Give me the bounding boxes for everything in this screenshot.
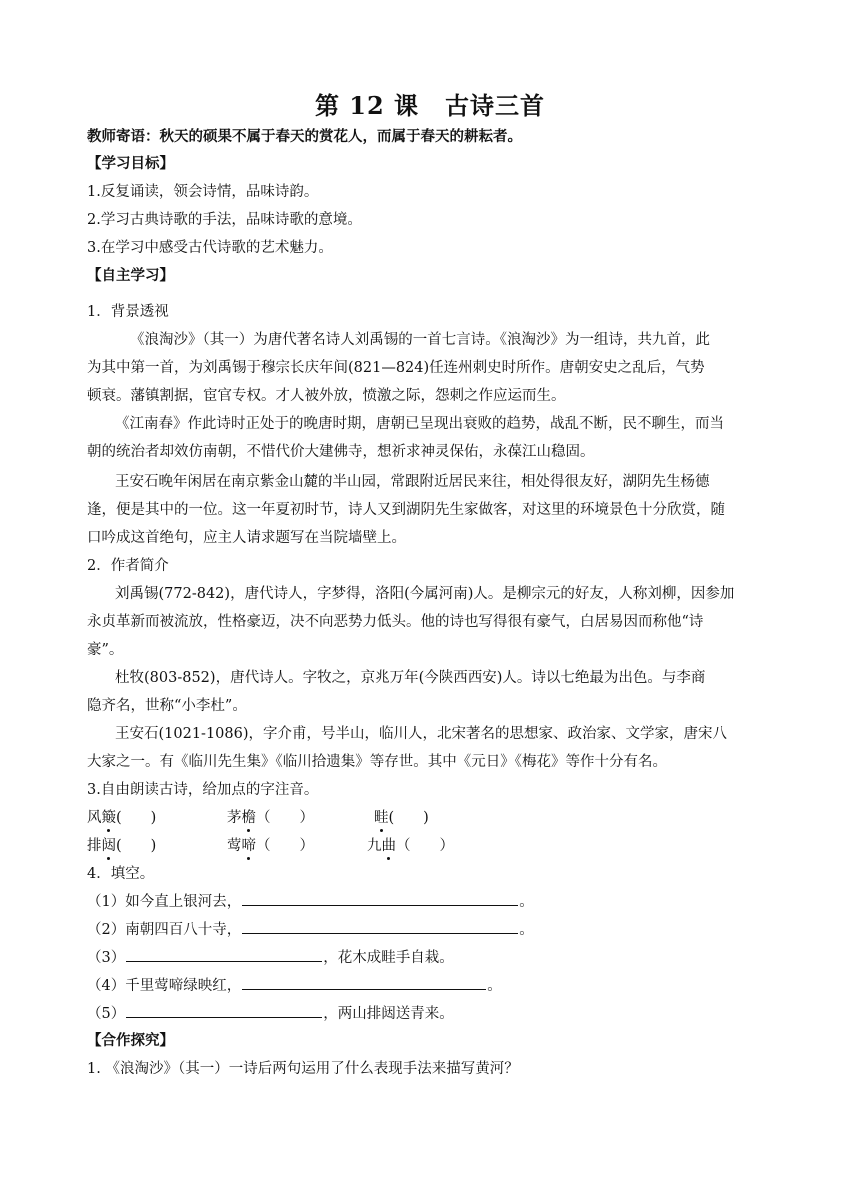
background-paragraph-line: 《江南春》作此诗时正处于的晚唐时期，唐朝已呈现出衰败的趋势，战乱不断，民不聊生，而当 (115, 416, 724, 432)
cooperation-question: 1. 《浪淘沙》（其一）一诗后两句运用了什么表现手法来描写黄河？ (87, 1061, 519, 1077)
background-label: 1．背景透视 (87, 304, 169, 320)
teacher-motto: 教师寄语：秋天的硕果不属于春天的赏花人，而属于春天的耕耘者。 (87, 128, 522, 145)
background-paragraph-line: 口吟成这首绝句，应主人请求题写在当院墙壁上。 (87, 530, 406, 546)
fill-item: （4）千里莺啼绿映红， 。 (87, 974, 502, 995)
background-paragraph-line: 逢，便是其中的一位。这一年夏初时节，诗人又到湖阴先生家做客，对这里的环境景色十分欣赏，随 (87, 502, 725, 518)
author-paragraph-line: 大家之一。有《临川先生集》《临川拾遗集》等存世。其中《元日》《梅花》等作十分有名。 (87, 754, 667, 770)
pinyin-item (374, 806, 429, 827)
fill-item: （5） ，两山排闼送青来。 (87, 1002, 454, 1023)
background-paragraph-line: 为其中第一首，为刘禹锡于穆宗长庆年间(821—824)任连州刺史时所作。唐朝安史之乱后，气势 (87, 360, 705, 376)
background-paragraph-line: 王安石晚年闲居在南京紫金山麓的半山园，常跟附近居民来往，相处得很友好，湖阴先生杨德 (115, 474, 710, 490)
lesson-name: 古诗三首 (445, 91, 546, 120)
fill-blank[interactable] (242, 891, 518, 906)
pinyin-item: 莺啼（ ） (227, 834, 314, 855)
fill-item: （1）如今直上银河去， 。 (87, 890, 534, 911)
fill-item: （3） ，花木成畦手自栽。 (87, 946, 454, 967)
pinyin-item: 排闼( ) (87, 834, 156, 855)
page-title (0, 86, 860, 121)
goal-item: 2.学习古典诗歌的手法，品味诗歌的意境。 (87, 212, 362, 228)
pinyin-answer-blank[interactable]: （ ） (396, 838, 454, 854)
pinyin-answer-blank[interactable]: （ ） (256, 810, 314, 826)
author-paragraph-line: 豪”。 (87, 642, 124, 658)
dotted-char: 檐 (242, 806, 257, 827)
cooperation-heading: 【合作探究】 (87, 1032, 174, 1049)
author-paragraph-line: 隐齐名，世称“小李杜”。 (87, 698, 247, 714)
fill-blank[interactable] (126, 947, 322, 962)
background-paragraph-line: 顿衰。藩镇割据，宦官专权。才人被外放，愤激之际，怨刺之作应运而生。 (87, 388, 566, 404)
goal-item: 1.反复诵读，领会诗情，品味诗韵。 (87, 184, 319, 200)
dotted-char: 畦 (374, 806, 389, 827)
self-study-heading: 【自主学习】 (87, 267, 174, 284)
fill-item: （2）南朝四百八十寺， 。 (87, 918, 534, 939)
fill-blank[interactable] (126, 1003, 322, 1018)
pinyin-item: 茅檐（ ） (227, 806, 314, 827)
pinyin-label: 3.自由朗读古诗，给加点的字注音。 (87, 782, 319, 798)
goal-item: 3.在学习中感受古代诗歌的艺术魅力。 (87, 240, 333, 256)
dotted-char: 啼 (242, 834, 257, 855)
dotted-char: 簸 (102, 806, 117, 827)
lesson-number: 第 12 课 (314, 91, 420, 120)
pinyin-item: 九曲（ ） (367, 834, 454, 855)
authors-label: 2．作者简介 (87, 558, 169, 574)
pinyin-item: 风簸( ) (87, 806, 156, 827)
pinyin-answer-blank[interactable]: ( ) (388, 810, 429, 826)
goals-heading: 【学习目标】 (87, 155, 174, 172)
pinyin-answer-blank[interactable]: ( ) (116, 810, 157, 826)
author-paragraph-line: 刘禹锡(772-842)，唐代诗人，字梦得，洛阳(今属河南)人。是柳宗元的好友，人称刘柳，因参加 (115, 586, 735, 602)
pinyin-answer-blank[interactable]: ( ) (116, 838, 157, 854)
fill-label: 4．填空。 (87, 866, 155, 882)
background-paragraph-line: 朝的统治者却效仿南朝，不惜代价大建佛寺，想祈求神灵保佑，永葆江山稳固。 (87, 444, 595, 460)
author-paragraph-line: 杜牧(803-852)，唐代诗人。字牧之，京兆万年(今陕西西安)人。诗以七绝最为出色。与李商 (115, 670, 706, 686)
background-paragraph-line: 《浪淘沙》（其一）为唐代著名诗人刘禹锡的一首七言诗。《浪淘沙》为一组诗，共九首，此 (130, 332, 710, 348)
dotted-char: 闼 (102, 834, 117, 855)
fill-blank[interactable] (242, 919, 518, 934)
author-paragraph-line: 王安石(1021-1086)，字介甫，号半山，临川人，北宋著名的思想家、政治家、文学家，唐宋八 (115, 726, 728, 742)
fill-blank[interactable] (242, 975, 486, 990)
pinyin-answer-blank[interactable]: （ ） (256, 838, 314, 854)
author-paragraph-line: 永贞革新而被流放，性格豪迈，决不向恶势力低头。他的诗也写得很有豪气，白居易因而称他“诗 (87, 614, 704, 630)
dotted-char: 曲 (382, 834, 397, 855)
